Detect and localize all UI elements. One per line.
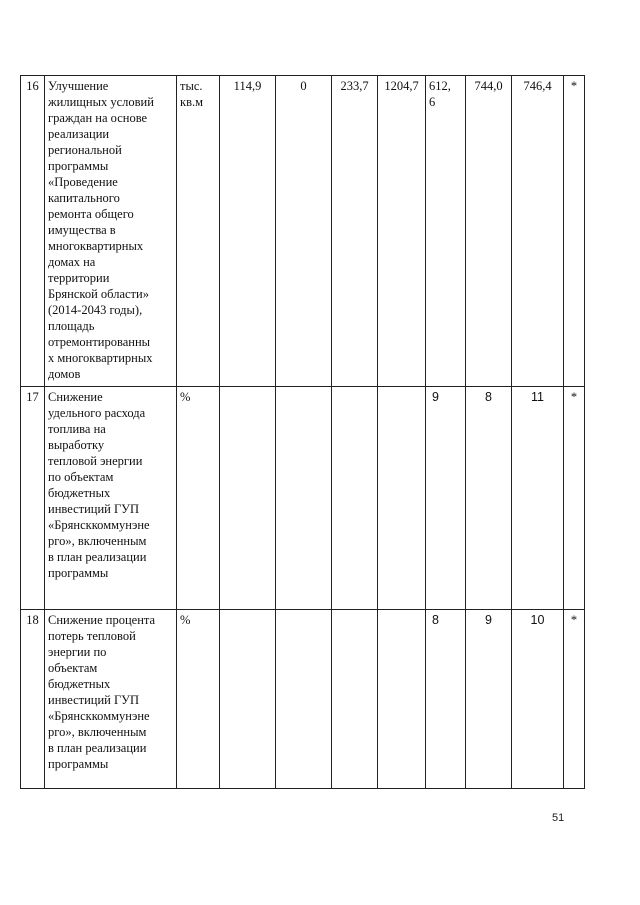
indicators-table	[20, 75, 585, 789]
row-number: 17	[21, 387, 45, 610]
asterisk-mark: *	[564, 387, 585, 610]
value-cell: 233,7	[332, 76, 378, 387]
value-cell: 612, 6	[426, 76, 466, 387]
value-cell: 9	[426, 387, 466, 610]
asterisk-mark: *	[564, 76, 585, 387]
value-cell: 746,4	[512, 76, 564, 387]
value-cell: 744,0	[466, 76, 512, 387]
value-cell: 114,9	[220, 76, 276, 387]
value-cell	[378, 610, 426, 789]
value-cell: 0	[276, 76, 332, 387]
value-cell: 9	[466, 610, 512, 789]
value-cell: 11	[512, 387, 564, 610]
table-row	[21, 610, 585, 789]
row-number: 18	[21, 610, 45, 789]
value-cell	[332, 387, 378, 610]
indicator-description: Снижение процента потерь тепловой энергии по объектам бюджетных инвестиций ГУП «Брянсккоммунэне рго», включенным в план реализации программы	[45, 610, 177, 789]
value-cell	[332, 610, 378, 789]
unit-cell: %	[177, 387, 220, 610]
asterisk-mark: *	[564, 610, 585, 789]
value-cell: 1204,7	[378, 76, 426, 387]
value-cell	[276, 610, 332, 789]
table-row	[21, 387, 585, 610]
row-number: 16	[21, 76, 45, 387]
indicator-description: Снижение удельного расхода топлива на выработку тепловой энергии по объектам бюджетных инвестиций ГУП «Брянсккоммунэне рго», включенным в план реализации программы	[45, 387, 177, 610]
value-cell: 10	[512, 610, 564, 789]
unit-cell: %	[177, 610, 220, 789]
value-cell	[220, 387, 276, 610]
value-cell	[276, 387, 332, 610]
unit-cell: тыс. кв.м	[177, 76, 220, 387]
indicator-description: Улучшение жилищных условий граждан на основе реализации региональной программы «Проведение капитального ремонта общего имущества в многоквартирных домах на территории Брянской области» (2014-2043 годы), площадь отремонтированны х многоквартирных домов	[45, 76, 177, 387]
table-row	[21, 76, 585, 387]
value-cell	[378, 387, 426, 610]
value-cell	[220, 610, 276, 789]
value-cell: 8	[426, 610, 466, 789]
page-number: 51	[552, 812, 565, 824]
value-cell: 8	[466, 387, 512, 610]
